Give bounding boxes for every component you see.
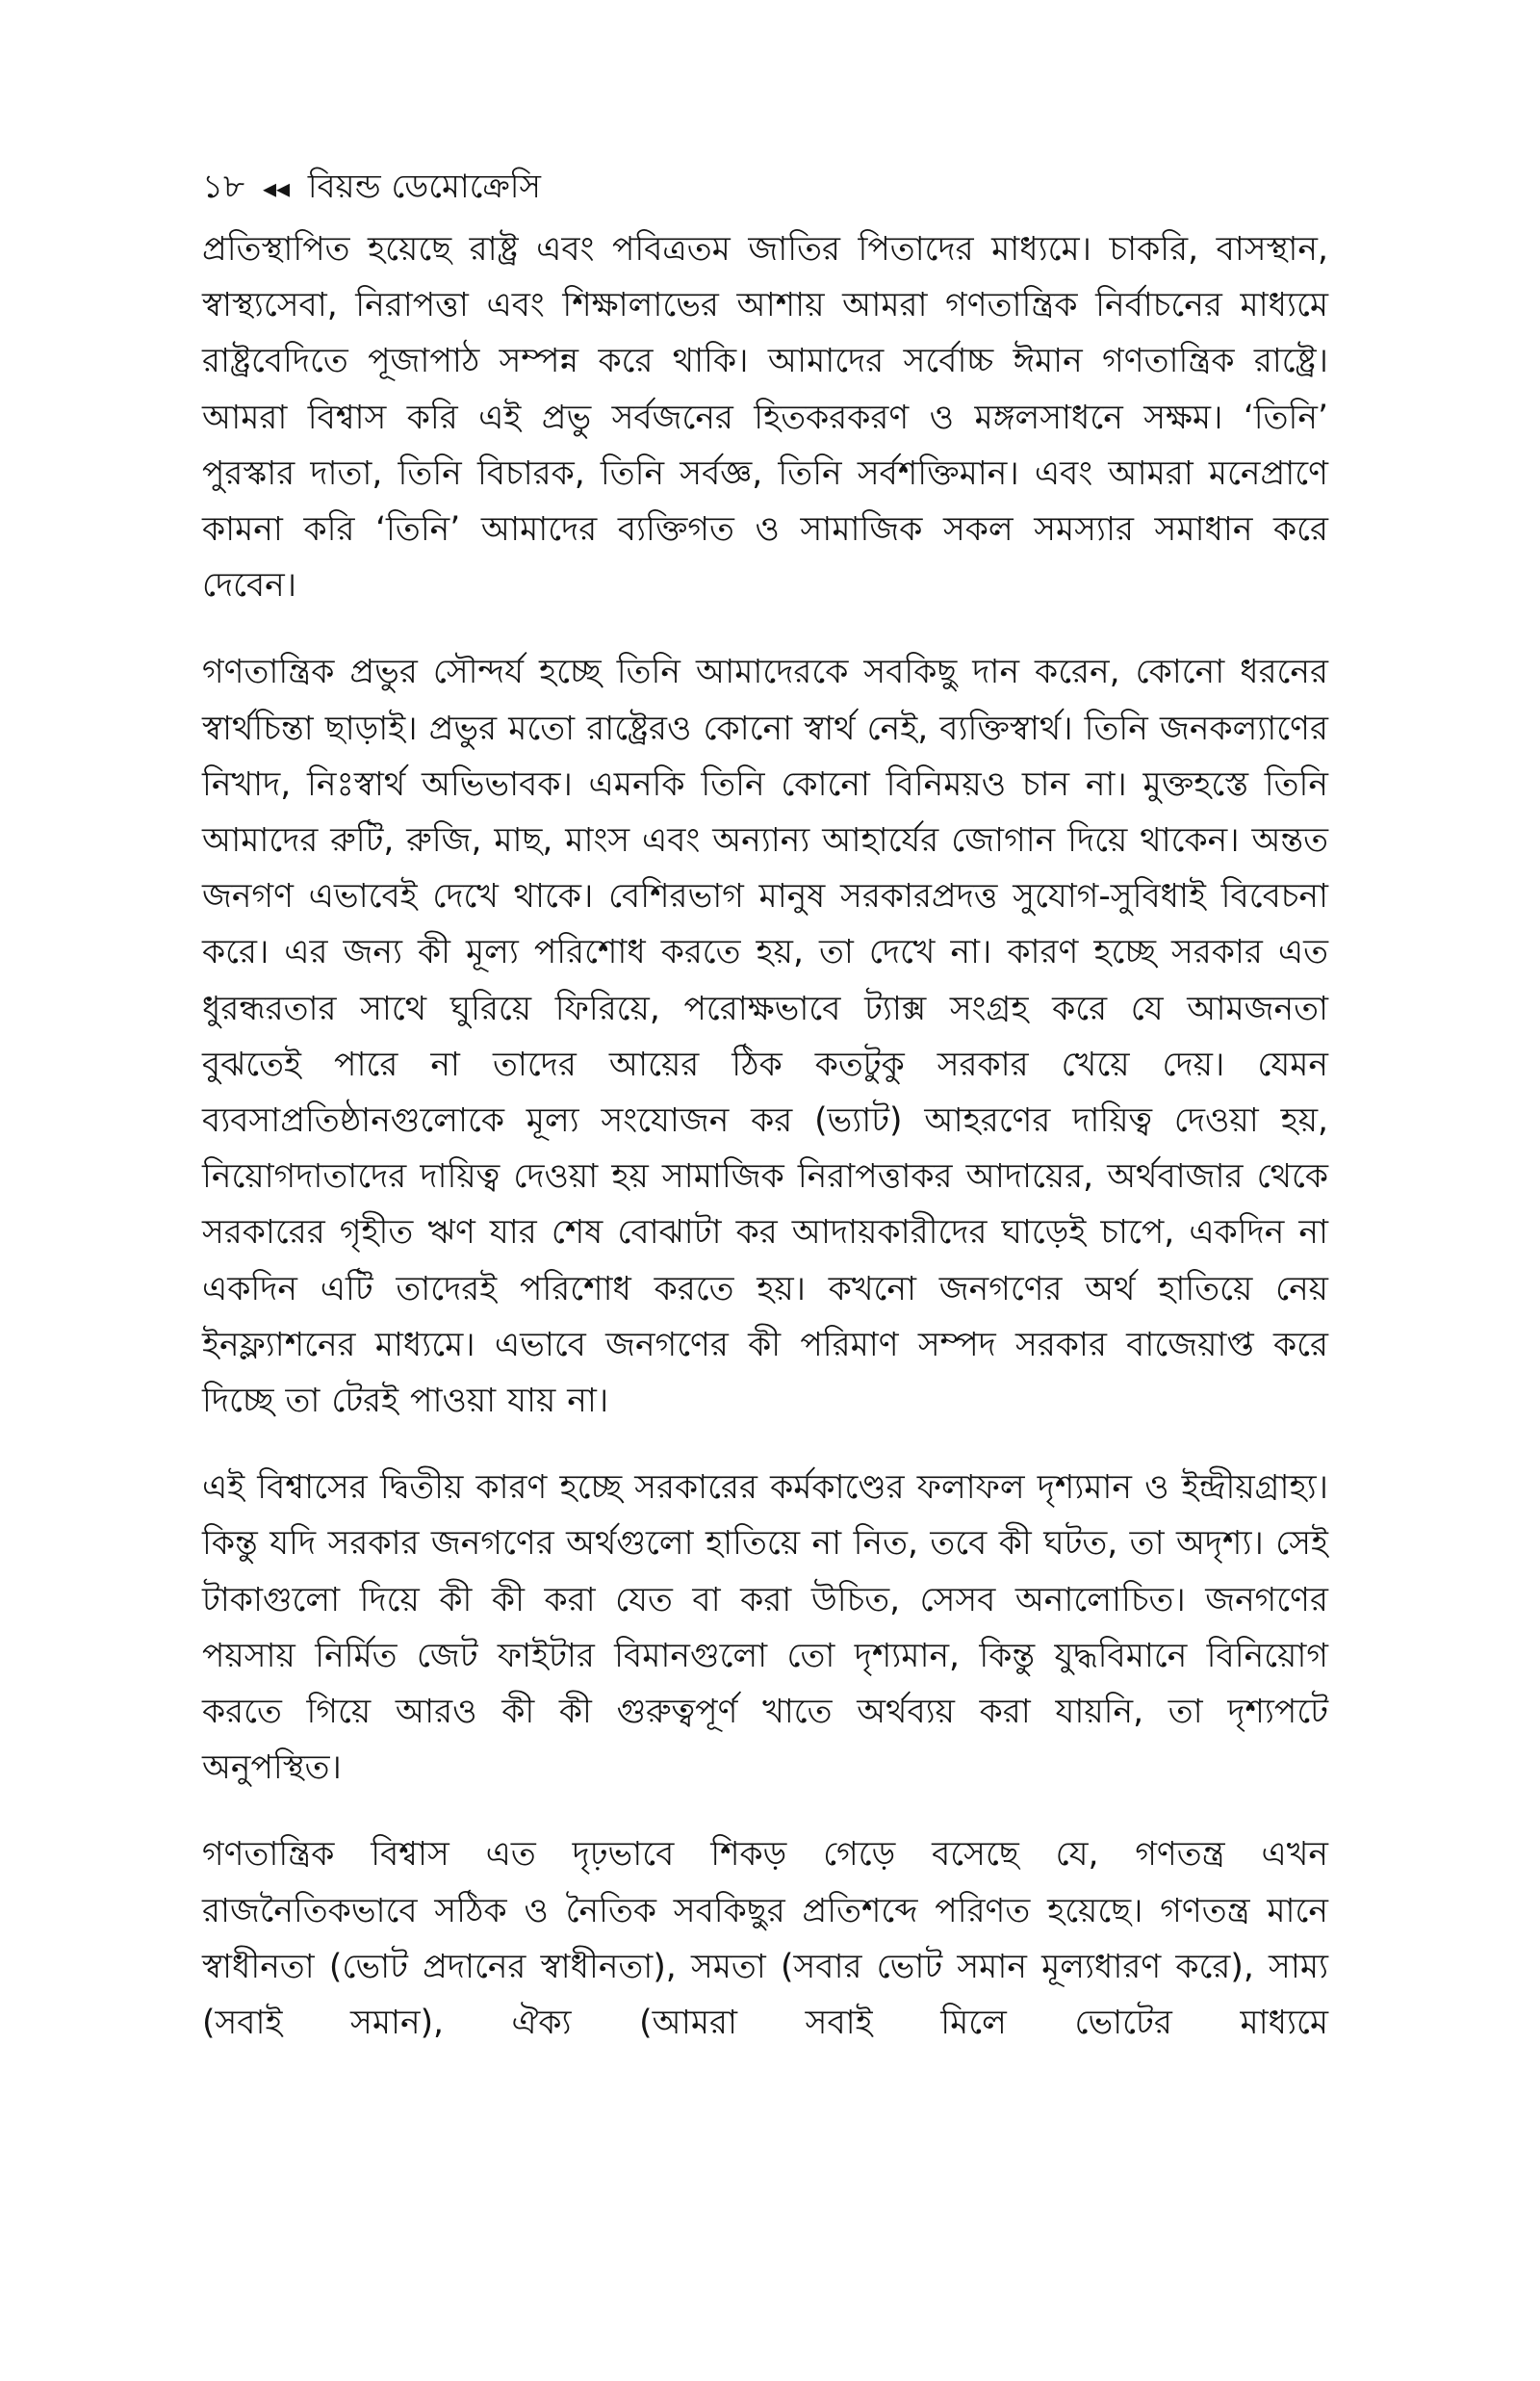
book-page <box>202 164 1328 2320</box>
paragraph-2: গণতান্ত্রিক প্রভুর সৌন্দর্য হচ্ছে তিনি আমাদেরকে সবকিছু দান করেন, কোনো ধরনের স্বার্থচিন্তা ছাড়াই। প্রভুর মতো রাষ্ট্রেরও কোনো স্বার্থ নেই, ব্যক্তিস্বার্থ। তিনি জনকল্যাণের নিখাদ, নিঃস্বার্থ অভিভাবক। এমনকি তিনি কোনো বিনিময়ও চান না। মুক্তহস্তে তিনি আমাদের রুটি, রুজি, মাছ, মাংস এবং অন্যান্য আহার্যের জোগান দিয়ে থাকেন। অন্তত জনগণ এভাবেই দেখে থাকে। বেশিরভাগ মানুষ সরকারপ্রদত্ত সুযোগ-সুবিধাই বিবেচনা করে। এর জন্য কী মূল্য পরিশোধ করতে হয়, তা দেখে না। কারণ হচ্ছে সরকার এত ধুরন্ধরতার সাথে ঘুরিয়ে ফিরিয়ে, পরোক্ষভাবে ট্যাক্স সংগ্রহ করে যে আমজনতা বুঝতেই পারে না তাদের আয়ের ঠিক কতটুকু সরকার খেয়ে দেয়। যেমন ব্যবসাপ্রতিষ্ঠানগুলোকে মূল্য সংযোজন কর (ভ্যাট) আহরণের দায়িত্ব দেওয়া হয়, নিয়োগদাতাদের দায়িত্ব দেওয়া হয় সামাজিক নিরাপত্তাকর আদায়ের, অর্থবাজার থেকে সরকারের গৃহীত ঋণ যার শেষ বোঝাটা কর আদায়কারীদের ঘাড়েই চাপে, একদিন না একদিন এটি তাদেরই পরিশোধ করতে হয়। কখনো জনগণের অর্থ হাতিয়ে নেয় ইনফ্ল্যাশনের মাধ্যমে। এভাবে জনগণের কী পরিমাণ সম্পদ সরকার বাজেয়াপ্ত করে দিচ্ছে তা টেরই পাওয়া যায় না। <box>202 653 1328 1421</box>
book-title: বিয়ন্ড ডেমোক্রেসি <box>307 168 541 206</box>
paragraph-4: গণতান্ত্রিক বিশ্বাস এত দৃঢ়ভাবে শিকড় গেড়ে বসেছে যে, গণতন্ত্র এখন রাজনৈতিকভাবে সঠিক ও নৈতিক সবকিছুর প্রতিশব্দে পরিণত হয়েছে। গণতন্ত্র মানে স্বাধীনতা (ভোট প্রদানের স্বাধীনতা), সমতা (সবার ভোট সমান মূল্যধারণ করে), সাম্য (সবাই সমান), ঐক্য (আমরা সবাই মিলে ভোটের মাধ্যমে <box>202 1835 1328 2043</box>
paragraph-3: এই বিশ্বাসের দ্বিতীয় কারণ হচ্ছে সরকারের কর্মকাণ্ডের ফলাফল দৃশ্যমান ও ইন্দ্রীয়গ্রাহ্য। কিন্তু যদি সরকার জনগণের অর্থগুলো হাতিয়ে না নিত, তবে কী ঘটত, তা অদৃশ্য। সেই টাকাগুলো দিয়ে কী কী করা যেত বা করা উচিত, সেসব অনালোচিত। জনগণের পয়সায় নির্মিত জেট ফাইটার বিমানগুলো তো দৃশ্যমান, কিন্তু যুদ্ধবিমানে বিনিয়োগ করতে গিয়ে আরও কী কী গুরুত্বপূর্ণ খাতে অর্থব্যয় করা যায়নি, তা দৃশ্যপটে অনুপস্থিত। <box>202 1468 1328 1788</box>
paragraph-1: প্রতিস্থাপিত হয়েছে রাষ্ট্র এবং পবিত্রতম জাতির পিতাদের মাধ্যমে। চাকরি, বাসস্থান, স্বাস্থ্যসেবা, নিরাপত্তা এবং শিক্ষালাভের আশায় আমরা গণতান্ত্রিক নির্বাচনের মাধ্যমে রাষ্ট্রবেদিতে পূজাপাঠ সম্পন্ন করে থাকি। আমাদের সর্বোচ্চ ঈমান গণতান্ত্রিক রাষ্ট্রে। আমরা বিশ্বাস করি এই প্রভু সর্বজনের হিতকরকরণ ও মঙ্গলসাধনে সক্ষম। ‘তিনি’ পুরস্কার দাতা, তিনি বিচারক, তিনি সর্বজ্ঞ, তিনি সর্বশক্তিমান। এবং আমরা মনেপ্রাণে কামনা করি ‘তিনি’ আমাদের ব্যক্তিগত ও সামাজিক সকল সমস্যার সমাধান করে দেবেন। <box>202 230 1328 606</box>
page-number: ১৮ <box>202 168 245 206</box>
double-arrow-left-icon: ◂◂ <box>262 172 291 204</box>
running-header <box>202 164 1328 210</box>
